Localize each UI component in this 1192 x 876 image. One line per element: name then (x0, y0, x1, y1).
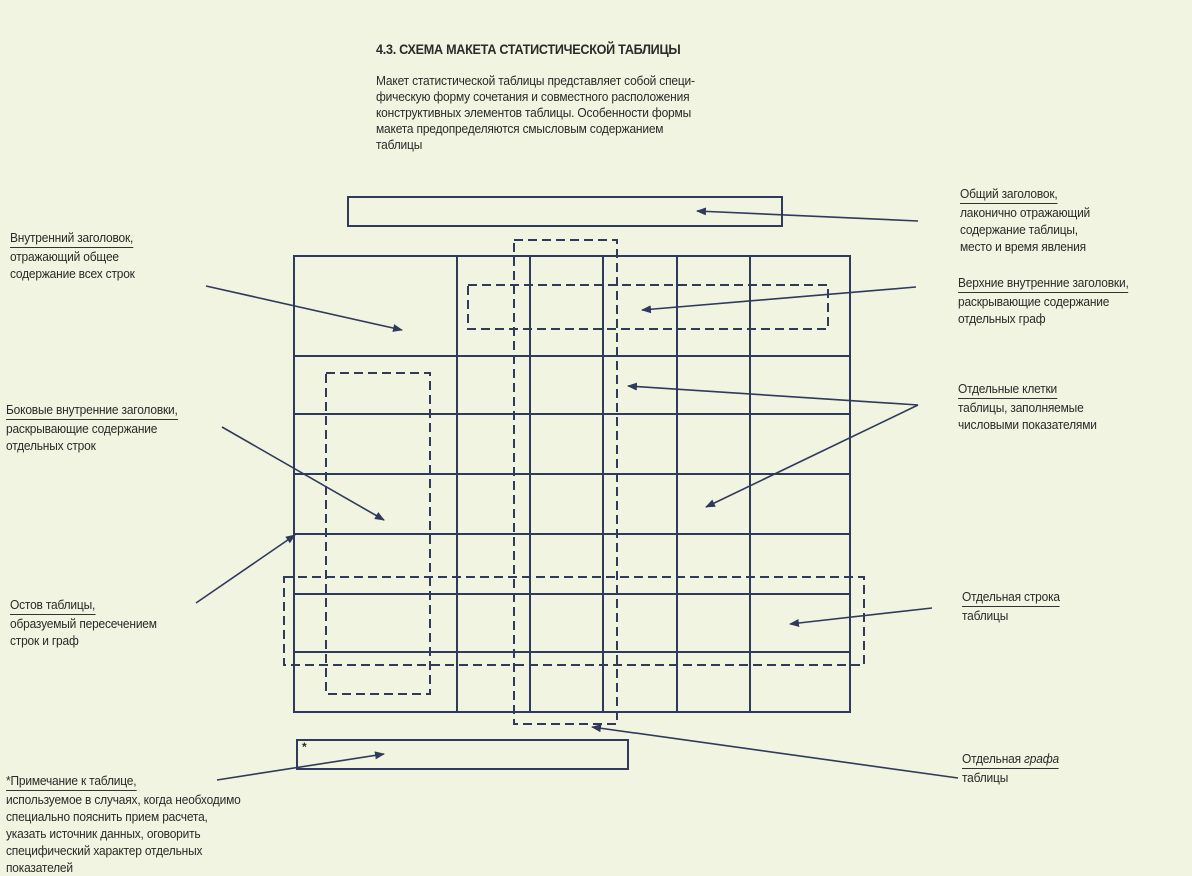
arrow-upper-headings (642, 287, 916, 310)
label-heading: Отдельная (962, 751, 1025, 766)
label-note (6, 772, 241, 876)
label-line: раскрывающие содержание (6, 421, 158, 436)
label-heading: Общий заголовок, (960, 185, 1058, 204)
arrow-cells-1 (628, 386, 918, 405)
note-marker: * (302, 740, 307, 754)
label-line: лаконично отражающий (960, 205, 1091, 220)
label-heading: Отдельная строка (962, 588, 1060, 607)
label-line: показателей (6, 860, 73, 875)
intro-line: фическую форму сочетания и совместного расположения (376, 89, 690, 104)
label-line: отдельных граф (958, 311, 1046, 326)
upper-headings-dashed-region (468, 285, 828, 329)
label-line: содержание таблицы, (960, 222, 1078, 237)
label-line: указать источник данных, оговорить (6, 826, 201, 841)
label-line: строк и граф (10, 633, 79, 648)
arrow-general-title (697, 211, 918, 221)
label-line: образуемый пересечением (10, 616, 157, 631)
label-row (962, 588, 1060, 624)
label-heading: Внутренний заголовок, (10, 229, 133, 248)
label-line: раскрывающие содержание (958, 294, 1110, 309)
page-title: 4.3. СХЕМА МАКЕТА СТАТИСТИЧЕСКОЙ ТАБЛИЦЫ (376, 41, 681, 57)
label-heading: Боковые внутренние заголовки, (6, 401, 178, 420)
label-line: числовыми показателями (958, 417, 1097, 432)
label-skeleton (10, 596, 157, 649)
label-line: используемое в случаях, когда необходимо (6, 792, 241, 807)
label-line: таблицы (962, 770, 1009, 785)
label-line: специально пояснить прием расчета, (6, 809, 208, 824)
arrow-inner-heading (206, 286, 402, 330)
intro-line: макета предопределяются смысловым содержанием (376, 121, 664, 136)
label-line: таблицы (962, 608, 1009, 623)
label-upper-headings (958, 274, 1129, 327)
intro-line: Макет статистической таблицы представляет собой специ- (376, 73, 695, 88)
note-box (297, 740, 628, 769)
label-inner-heading (10, 229, 135, 282)
label-line: отдельных строк (6, 438, 96, 453)
label-line: отражающий общее (10, 249, 119, 264)
intro-line: таблицы (376, 137, 423, 152)
arrow-note (217, 754, 384, 780)
label-column (962, 750, 1059, 786)
label-line: содержание всех строк (10, 266, 135, 281)
label-general-title (960, 185, 1090, 255)
intro-line: конструктивных элементов таблицы. Особенности формы (376, 105, 691, 120)
arrow-row (790, 608, 932, 624)
arrow-column (592, 727, 958, 778)
intro-paragraph (376, 73, 753, 153)
arrow-cells-2 (706, 405, 918, 507)
arrow-skeleton (196, 535, 295, 603)
label-heading: Отдельные клетки (958, 380, 1057, 399)
label-heading: Остов таблицы, (10, 596, 95, 615)
label-line: место и время явления (960, 239, 1086, 254)
label-side-headings (6, 401, 178, 454)
label-heading: *Примечание к таблице, (6, 772, 136, 791)
label-cells (958, 380, 1097, 433)
label-heading-italic: графа (1024, 751, 1059, 766)
label-line: специфический характер отдельных (6, 843, 203, 858)
label-heading: Верхние внутренние заголовки, (958, 274, 1129, 293)
label-line: таблицы, заполняемые (958, 400, 1084, 415)
